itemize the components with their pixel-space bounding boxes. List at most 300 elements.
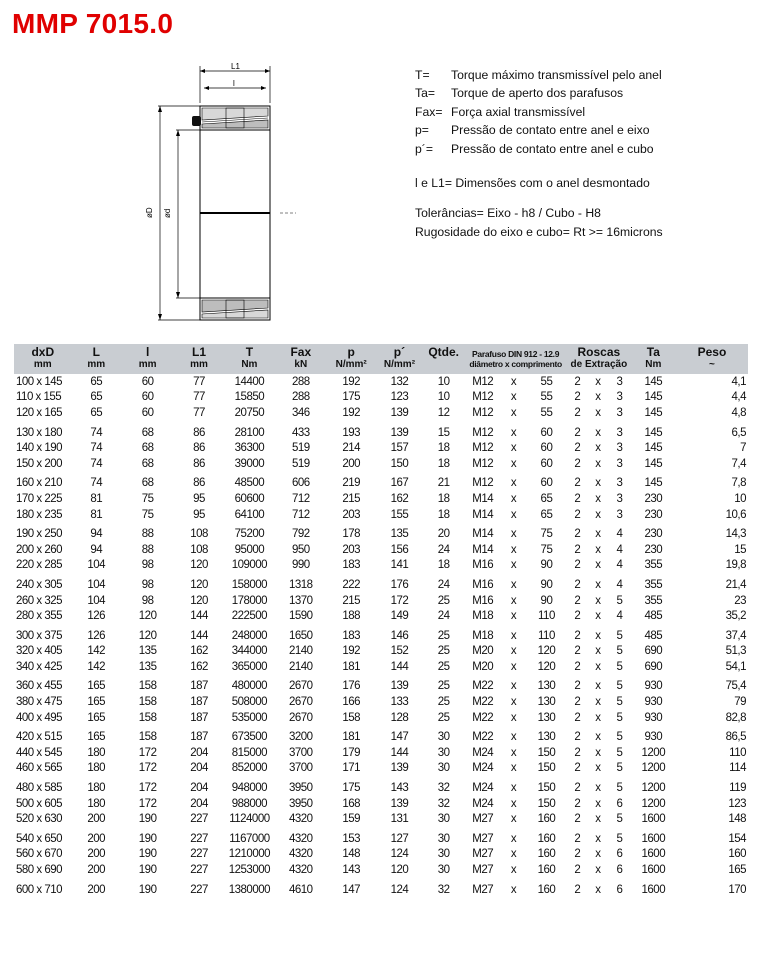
table-cell: 227 bbox=[190, 813, 208, 826]
table-row bbox=[14, 659, 748, 675]
table-cell: 380 x 475 bbox=[16, 696, 63, 709]
table-cell: 114 bbox=[729, 762, 746, 775]
table-cell: 65 bbox=[540, 492, 553, 505]
table-cell: x bbox=[595, 578, 601, 591]
table-cell: 2 bbox=[574, 782, 581, 795]
table-cell: x bbox=[510, 832, 517, 845]
table-cell: 346 bbox=[291, 406, 310, 419]
table-cell: x bbox=[595, 610, 601, 623]
table-cell: 2 bbox=[574, 406, 581, 419]
table-cell: 20750 bbox=[234, 406, 265, 419]
table-cell: 77 bbox=[193, 406, 205, 419]
table-cell: 6 bbox=[616, 883, 623, 896]
table-cell: 344000 bbox=[231, 645, 268, 658]
table-cell: 600 x 710 bbox=[16, 883, 63, 896]
header-Ta: Ta bbox=[631, 344, 676, 359]
table-cell: 147 bbox=[390, 731, 409, 744]
table-row bbox=[14, 725, 748, 745]
table-cell: 148 bbox=[342, 848, 360, 861]
legend-symbol: p´= bbox=[415, 141, 433, 156]
legend-item bbox=[415, 140, 663, 158]
table-cell: 1210000 bbox=[228, 848, 271, 861]
table-cell: 988000 bbox=[231, 797, 268, 810]
table-cell: 74 bbox=[90, 477, 103, 490]
unit-L: mm bbox=[72, 359, 121, 374]
table-row bbox=[14, 796, 748, 812]
table-cell: M27 bbox=[472, 883, 494, 896]
table-cell: 519 bbox=[291, 457, 310, 470]
table-cell: x bbox=[510, 578, 517, 591]
table-cell: x bbox=[595, 442, 601, 455]
table-cell: x bbox=[595, 660, 601, 673]
table-cell: 2 bbox=[574, 864, 581, 877]
table-cell: 48500 bbox=[234, 477, 265, 490]
table-cell: 2670 bbox=[288, 696, 313, 709]
table-cell: M18 bbox=[472, 629, 494, 642]
table-cell: x bbox=[595, 731, 601, 744]
table-cell: 158 bbox=[138, 731, 157, 744]
table-cell: 167 bbox=[390, 477, 409, 490]
table-cell: 104 bbox=[87, 594, 106, 607]
table-cell: M12 bbox=[472, 477, 494, 490]
table-cell: 158 bbox=[342, 711, 360, 724]
table-cell: 126 bbox=[87, 610, 106, 623]
table-cell: 180 bbox=[87, 797, 106, 810]
table-cell: 6 bbox=[616, 848, 623, 861]
table-cell: 120 bbox=[138, 610, 157, 623]
table-cell: 5 bbox=[616, 813, 623, 826]
table-cell: 181 bbox=[342, 660, 360, 673]
table-cell: 148 bbox=[728, 813, 746, 826]
table-cell: 2 bbox=[574, 848, 581, 861]
table-cell: 1590 bbox=[288, 610, 313, 623]
header-p: p bbox=[326, 344, 375, 359]
table-cell: 950 bbox=[291, 543, 310, 556]
table-cell: 180 bbox=[87, 746, 106, 759]
table-cell: x bbox=[510, 375, 517, 388]
table-cell: 170 bbox=[728, 883, 746, 896]
table-cell: 288 bbox=[291, 391, 310, 404]
table-cell: 460 x 565 bbox=[16, 762, 63, 775]
table-cell: 187 bbox=[190, 696, 208, 709]
table-cell: 1600 bbox=[641, 848, 666, 861]
table-cell: 2 bbox=[574, 813, 581, 826]
table-cell: 54,1 bbox=[725, 660, 746, 673]
table-cell: 227 bbox=[190, 832, 208, 845]
table-cell: 145 bbox=[644, 442, 663, 455]
table-cell: 190 bbox=[138, 832, 157, 845]
table-cell: 30 bbox=[437, 813, 450, 826]
table-cell: x bbox=[595, 629, 601, 642]
table-cell: 930 bbox=[644, 680, 663, 693]
table-cell: 143 bbox=[390, 782, 409, 795]
table-cell: 176 bbox=[342, 680, 360, 693]
table-cell: 6 bbox=[616, 864, 623, 877]
table-cell: 2 bbox=[574, 610, 581, 623]
unit-L1: mm bbox=[174, 359, 223, 374]
legend-symbol: T= bbox=[415, 68, 430, 82]
table-cell: 190 bbox=[138, 883, 157, 896]
table-cell: 60600 bbox=[234, 492, 265, 505]
table-cell: 120 bbox=[190, 559, 208, 572]
table-row bbox=[14, 472, 748, 492]
table-cell: 162 bbox=[190, 660, 208, 673]
table-cell: 4320 bbox=[288, 832, 313, 845]
table-cell: M20 bbox=[472, 645, 494, 658]
table-cell: 109000 bbox=[231, 559, 268, 572]
table-cell: 139 bbox=[390, 406, 409, 419]
table-cell: M12 bbox=[472, 406, 494, 419]
legend-text: Pressão de contato entre anel e eixo bbox=[451, 123, 650, 138]
table-cell: 75,4 bbox=[725, 680, 746, 693]
table-cell: M27 bbox=[472, 848, 494, 861]
table-cell: 2 bbox=[574, 832, 581, 845]
table-cell: x bbox=[595, 508, 601, 521]
table-cell: 200 bbox=[87, 883, 106, 896]
table-cell: 190 bbox=[138, 848, 157, 861]
table-cell: 75 bbox=[141, 508, 154, 521]
table-cell: 68 bbox=[141, 442, 154, 455]
table-cell: 240 x 305 bbox=[16, 578, 63, 591]
header-p2: p´ bbox=[376, 344, 423, 359]
header-l: l bbox=[121, 344, 174, 359]
table-row bbox=[14, 374, 748, 390]
table-cell: x bbox=[510, 813, 517, 826]
table-cell: 15 bbox=[437, 426, 450, 439]
table-cell: 14,3 bbox=[725, 528, 746, 541]
dimensions-table bbox=[14, 344, 748, 897]
table-cell: M24 bbox=[472, 797, 494, 810]
table-cell: 200 bbox=[87, 832, 106, 845]
table-cell: 1124000 bbox=[229, 813, 270, 826]
table-cell: 1167000 bbox=[229, 832, 270, 845]
table-row bbox=[14, 608, 748, 624]
table-cell: 36300 bbox=[234, 442, 265, 455]
table-row bbox=[14, 675, 748, 695]
table-cell: 135 bbox=[390, 528, 409, 541]
table-cell: 2 bbox=[574, 375, 581, 388]
table-cell: 3 bbox=[616, 477, 623, 490]
table-cell: 5 bbox=[616, 629, 623, 642]
table-cell: 162 bbox=[390, 492, 409, 505]
table-cell: 230 bbox=[644, 492, 663, 505]
table-row bbox=[14, 405, 748, 421]
table-cell: M16 bbox=[472, 594, 494, 607]
table-cell: 68 bbox=[141, 457, 154, 470]
table-cell: 3 bbox=[616, 492, 623, 505]
table-cell: 190 bbox=[138, 864, 157, 877]
table-cell: 2670 bbox=[288, 711, 313, 724]
table-cell: 158000 bbox=[231, 578, 268, 591]
table-cell: 25 bbox=[437, 660, 450, 673]
table-cell: 60 bbox=[540, 457, 553, 470]
table-row bbox=[14, 847, 748, 863]
table-cell: 3700 bbox=[288, 746, 313, 759]
table-cell: 162 bbox=[190, 645, 208, 658]
table-cell: 7 bbox=[740, 442, 746, 455]
table-cell: 230 bbox=[644, 528, 663, 541]
table-cell: 156 bbox=[390, 543, 409, 556]
dimension-label-D: øD bbox=[145, 207, 154, 218]
table-cell: x bbox=[595, 832, 601, 845]
table-cell: 124 bbox=[390, 848, 409, 861]
table-cell: M12 bbox=[472, 426, 494, 439]
table-cell: 30 bbox=[437, 864, 450, 877]
legend-text: Torque máximo transmissível pelo anel bbox=[451, 68, 662, 82]
table-cell: 90 bbox=[540, 578, 553, 591]
table-cell: 64100 bbox=[234, 508, 265, 521]
table-cell: 104 bbox=[87, 559, 106, 572]
table-cell: 65 bbox=[90, 406, 103, 419]
table-cell: M12 bbox=[472, 391, 494, 404]
legend-text: Torque de aperto dos parafusos bbox=[451, 86, 624, 101]
table-cell: 1380000 bbox=[228, 883, 271, 896]
table-cell: 81 bbox=[90, 508, 103, 521]
table-cell: 119 bbox=[729, 782, 746, 795]
legend-symbol: Ta= bbox=[415, 86, 435, 101]
table-row bbox=[14, 624, 748, 644]
table-cell: 123 bbox=[728, 797, 746, 810]
table-cell: 193 bbox=[342, 426, 360, 439]
table-cell: 2 bbox=[574, 731, 581, 744]
table-cell: 86 bbox=[193, 477, 205, 490]
table-cell: 2 bbox=[574, 629, 581, 642]
table-cell: 4 bbox=[616, 610, 623, 623]
table-cell: 2 bbox=[574, 508, 581, 521]
table-cell: 145 bbox=[644, 391, 663, 404]
table-cell: 90 bbox=[540, 559, 553, 572]
table-cell: 77 bbox=[193, 391, 205, 404]
table-cell: 132 bbox=[390, 375, 409, 388]
table-cell: 3 bbox=[616, 508, 623, 521]
table-cell: 152 bbox=[390, 645, 409, 658]
table-cell: 215 bbox=[342, 492, 360, 505]
table-cell: 126 bbox=[87, 629, 106, 642]
table-cell: 135 bbox=[138, 645, 157, 658]
table-cell: 485 bbox=[644, 629, 663, 642]
table-cell: M27 bbox=[472, 864, 494, 877]
table-row bbox=[14, 593, 748, 609]
table-cell: 95 bbox=[193, 492, 205, 505]
table-row bbox=[14, 558, 748, 574]
table-cell: 2 bbox=[574, 746, 581, 759]
table-cell: 2 bbox=[574, 711, 581, 724]
table-cell: x bbox=[510, 645, 517, 658]
table-cell: 690 bbox=[644, 660, 663, 673]
table-cell: 990 bbox=[291, 559, 310, 572]
table-cell: 98 bbox=[141, 594, 154, 607]
table-cell: 1600 bbox=[641, 883, 666, 896]
table-cell: 227 bbox=[190, 848, 208, 861]
table-cell: 165 bbox=[87, 711, 106, 724]
table-cell: 172 bbox=[138, 782, 157, 795]
table-cell: 35,2 bbox=[725, 610, 746, 623]
table-cell: x bbox=[595, 883, 601, 896]
table-cell: M22 bbox=[472, 680, 494, 693]
table-cell: 2 bbox=[574, 559, 581, 572]
table-cell: 2 bbox=[574, 391, 581, 404]
table-cell: x bbox=[510, 731, 517, 744]
table-cell: 5 bbox=[616, 594, 623, 607]
table-cell: 930 bbox=[644, 696, 663, 709]
legend-symbol: Fax= bbox=[415, 104, 443, 119]
table-cell: 55 bbox=[540, 391, 553, 404]
table-cell: 94 bbox=[90, 528, 103, 541]
table-cell: 135 bbox=[138, 660, 157, 673]
table-row bbox=[14, 878, 748, 898]
table-row bbox=[14, 507, 748, 523]
table-cell: 18 bbox=[437, 559, 450, 572]
table-cell: 74 bbox=[90, 426, 103, 439]
table-cell: 100 x 145 bbox=[16, 375, 63, 388]
table-cell: 160 bbox=[537, 864, 556, 877]
table-cell: 120 bbox=[537, 660, 556, 673]
table-cell: 90 bbox=[540, 594, 553, 607]
table-cell: x bbox=[595, 528, 601, 541]
table-cell: 24 bbox=[437, 543, 450, 556]
table-cell: 220 x 285 bbox=[16, 559, 63, 572]
table-cell: 1318 bbox=[288, 578, 313, 591]
table-cell: 75200 bbox=[234, 528, 265, 541]
table-cell: 23 bbox=[734, 594, 746, 607]
table-cell: 4 bbox=[616, 528, 623, 541]
table-row bbox=[14, 491, 748, 507]
table-cell: x bbox=[510, 864, 517, 877]
table-cell: 25 bbox=[437, 645, 450, 658]
table-cell: 110 bbox=[538, 610, 555, 623]
table-cell: 157 bbox=[390, 442, 409, 455]
table-cell: 190 x 250 bbox=[16, 528, 63, 541]
table-cell: M27 bbox=[472, 813, 494, 826]
table-cell: 155 bbox=[390, 508, 409, 521]
table-cell: 86 bbox=[193, 457, 205, 470]
table-cell: 420 x 515 bbox=[16, 731, 63, 744]
table-cell: 1600 bbox=[641, 864, 666, 877]
table-cell: 20 bbox=[437, 528, 450, 541]
table-cell: 203 bbox=[342, 543, 360, 556]
table-cell: 145 bbox=[644, 375, 663, 388]
table-cell: x bbox=[510, 391, 517, 404]
table-cell: 1200 bbox=[641, 746, 666, 759]
table-cell: 200 bbox=[87, 848, 106, 861]
table-cell: 280 x 355 bbox=[16, 610, 63, 623]
unit-qtde bbox=[423, 359, 464, 374]
table-cell: M12 bbox=[472, 442, 494, 455]
table-cell: 320 x 405 bbox=[16, 645, 63, 658]
table-cell: 5 bbox=[616, 660, 623, 673]
table-cell: 10 bbox=[437, 391, 450, 404]
table-cell: 139 bbox=[390, 680, 409, 693]
table-cell: 79 bbox=[734, 696, 746, 709]
table-cell: 520 x 630 bbox=[16, 813, 63, 826]
table-cell: 168 bbox=[342, 797, 360, 810]
table-cell: 21 bbox=[437, 477, 450, 490]
table-cell: x bbox=[595, 594, 601, 607]
table-cell: x bbox=[510, 406, 517, 419]
table-cell: 3 bbox=[616, 375, 623, 388]
table-cell: 606 bbox=[291, 477, 310, 490]
header-qtde: Qtde. bbox=[423, 344, 464, 359]
table-cell: 204 bbox=[190, 782, 208, 795]
table-cell: 21,4 bbox=[725, 578, 746, 591]
table-cell: 60 bbox=[141, 406, 154, 419]
table-cell: 248000 bbox=[231, 629, 268, 642]
table-cell: 133 bbox=[390, 696, 409, 709]
table-cell: 120 bbox=[138, 629, 157, 642]
table-cell: 3 bbox=[616, 406, 623, 419]
table-row bbox=[14, 542, 748, 558]
table-cell: x bbox=[510, 797, 517, 810]
table-cell: 153 bbox=[342, 832, 360, 845]
table-cell: 3 bbox=[616, 442, 623, 455]
table-cell: x bbox=[510, 492, 517, 505]
unit-roscas: de Extração bbox=[567, 359, 631, 374]
dimension-label-L1: L1 bbox=[231, 62, 240, 71]
table-cell: 7,4 bbox=[731, 457, 746, 470]
table-cell: x bbox=[595, 711, 601, 724]
table-cell: 145 bbox=[644, 406, 663, 419]
table-cell: 120 bbox=[537, 645, 556, 658]
table-cell: 143 bbox=[342, 864, 360, 877]
header-L1: L1 bbox=[174, 344, 223, 359]
table-cell: M20 bbox=[472, 660, 494, 673]
unit-l: mm bbox=[121, 359, 174, 374]
table-cell: x bbox=[510, 543, 517, 556]
table-cell: M24 bbox=[472, 762, 494, 775]
table-cell: 88 bbox=[141, 543, 154, 556]
table-cell: x bbox=[510, 782, 517, 795]
table-row bbox=[14, 421, 748, 441]
table-cell: 230 bbox=[644, 543, 663, 556]
table-cell: 172 bbox=[138, 746, 157, 759]
table-cell: 690 bbox=[644, 645, 663, 658]
table-cell: 500 x 605 bbox=[16, 797, 63, 810]
table-cell: 95000 bbox=[234, 543, 265, 556]
table-cell: 120 bbox=[190, 578, 208, 591]
table-cell: 25 bbox=[437, 696, 450, 709]
table-cell: 4,4 bbox=[731, 391, 746, 404]
table-row bbox=[14, 827, 748, 847]
table-cell: 204 bbox=[190, 746, 208, 759]
table-cell: 792 bbox=[291, 528, 310, 541]
table-row bbox=[14, 522, 748, 542]
table-cell: 222500 bbox=[231, 610, 268, 623]
table-cell: x bbox=[510, 696, 517, 709]
table-cell: 145 bbox=[644, 457, 663, 470]
table-cell: 18 bbox=[437, 508, 450, 521]
table-cell: 480 x 585 bbox=[16, 782, 63, 795]
table-cell: 214 bbox=[342, 442, 360, 455]
table-body bbox=[14, 374, 748, 897]
table-cell: 165 bbox=[87, 680, 106, 693]
table-cell: 560 x 670 bbox=[16, 848, 63, 861]
table-cell: M18 bbox=[472, 610, 494, 623]
table-cell: 14400 bbox=[234, 375, 265, 388]
table-cell: 74 bbox=[90, 457, 103, 470]
table-cell: 160 bbox=[537, 848, 556, 861]
table-cell: 172 bbox=[390, 594, 409, 607]
table-cell: 150 bbox=[537, 797, 556, 810]
dimension-label-d: ød bbox=[163, 208, 172, 218]
table-cell: 128 bbox=[390, 711, 409, 724]
table-cell: 187 bbox=[190, 711, 208, 724]
table-cell: 15 bbox=[734, 543, 746, 556]
table-row bbox=[14, 862, 748, 878]
table-cell: 5 bbox=[616, 711, 623, 724]
table-cell: 200 x 260 bbox=[16, 543, 63, 556]
table-cell: 68 bbox=[141, 477, 154, 490]
table-cell: 172 bbox=[138, 762, 157, 775]
